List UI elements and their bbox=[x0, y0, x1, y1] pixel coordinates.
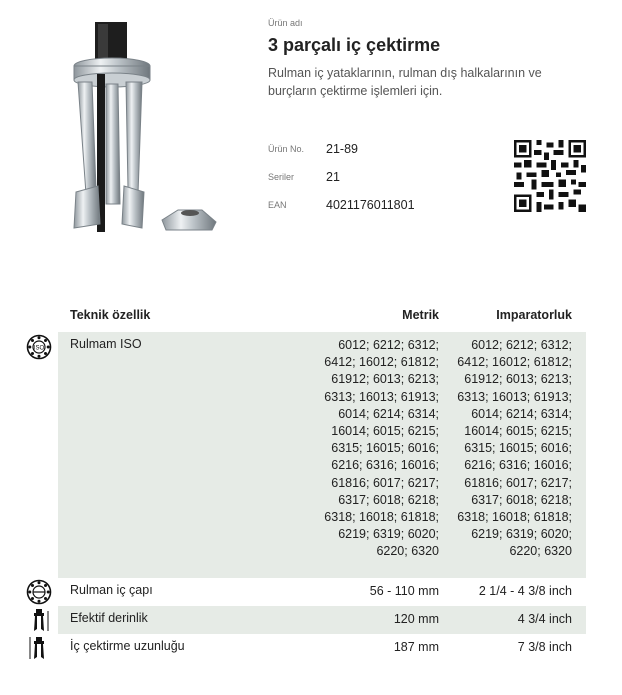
spec-label: İç çektirme uzunluğu bbox=[70, 639, 185, 653]
effective-depth-icon bbox=[26, 607, 52, 633]
spec-label: Rulmam ISO bbox=[70, 337, 142, 351]
meta-row-product-no bbox=[268, 142, 415, 170]
spec-metric-value: 6012; 6212; 6312; 6412; 16012; 61812; 61912; 6013; 6213; 6313; 16013; 61913; 6014; 6214; 6314; 16014; 6015; 6215; 6315; 16015; 6016; 6216; 6316; 16016; 61816; 6017; 6217; 6317; 6018; 6218; 6318; 16018; 61818; 6219; 6319; 6020; 6220; 6320 bbox=[324, 338, 439, 559]
svg-text:ISO: ISO bbox=[33, 345, 45, 352]
spec-header-label: Teknik özellik bbox=[70, 308, 151, 322]
meta-label: Ürün No. bbox=[268, 144, 305, 154]
spec-table bbox=[0, 300, 622, 654]
spec-metric-value: 56 - 110 mm bbox=[369, 584, 439, 598]
spec-row-bearing-inner-diameter bbox=[0, 578, 622, 606]
spec-header-metric: Metrik bbox=[402, 308, 439, 322]
spec-row-bearing-iso bbox=[0, 332, 622, 578]
meta-row-ean bbox=[268, 198, 415, 226]
meta-value: 4021176011801 bbox=[326, 198, 415, 212]
spec-metric-value: 187 mm bbox=[393, 640, 439, 654]
product-description: Rulman iç yataklarının, rulman dış halkalarının ve burçların çektirme işlemleri için. bbox=[268, 66, 542, 98]
spec-metric-value: 120 mm bbox=[393, 612, 439, 626]
spec-imperial-value: 6012; 6212; 6312; 6412; 16012; 61812; 61912; 6013; 6213; 6313; 16013; 61913; 6014; 6214; 6314; 16014; 6015; 6215; 6315; 16015; 6016; 6216; 6316; 16016; 61816; 6017; 6217; 6317; 6018; 6218; 6318; 16018; 61818; 6219; 6319; 6020; 6220; 6320 bbox=[457, 338, 572, 559]
product-image bbox=[62, 14, 222, 242]
spec-imperial-value: 4 3/4 inch bbox=[517, 612, 572, 626]
bearing-inner-diameter-icon bbox=[26, 579, 52, 605]
product-name-caption: Ürün adı bbox=[268, 18, 303, 28]
meta-label: EAN bbox=[268, 200, 287, 210]
spec-imperial-value: 7 3/8 inch bbox=[517, 640, 572, 654]
bearing-iso-icon bbox=[26, 334, 52, 360]
product-meta bbox=[268, 142, 415, 226]
spec-row-puller-length bbox=[0, 634, 622, 662]
spec-row-effective-depth bbox=[0, 606, 622, 634]
meta-row-series bbox=[268, 170, 415, 198]
spec-imperial-value: 2 1/4 - 4 3/8 inch bbox=[478, 584, 572, 598]
spec-label: Efektif derinlik bbox=[70, 611, 148, 625]
spec-label: Rulman iç çapı bbox=[70, 583, 153, 597]
puller-length-icon bbox=[26, 635, 52, 661]
meta-value: 21-89 bbox=[326, 142, 358, 156]
spec-header-row bbox=[0, 300, 622, 332]
qr-code-icon[interactable] bbox=[514, 140, 586, 212]
product-title: 3 parçalı iç çektirme bbox=[268, 35, 441, 55]
meta-label: Seriler bbox=[268, 172, 295, 182]
meta-value: 21 bbox=[326, 170, 340, 184]
spec-header-imperial: Imparatorluk bbox=[496, 308, 572, 322]
